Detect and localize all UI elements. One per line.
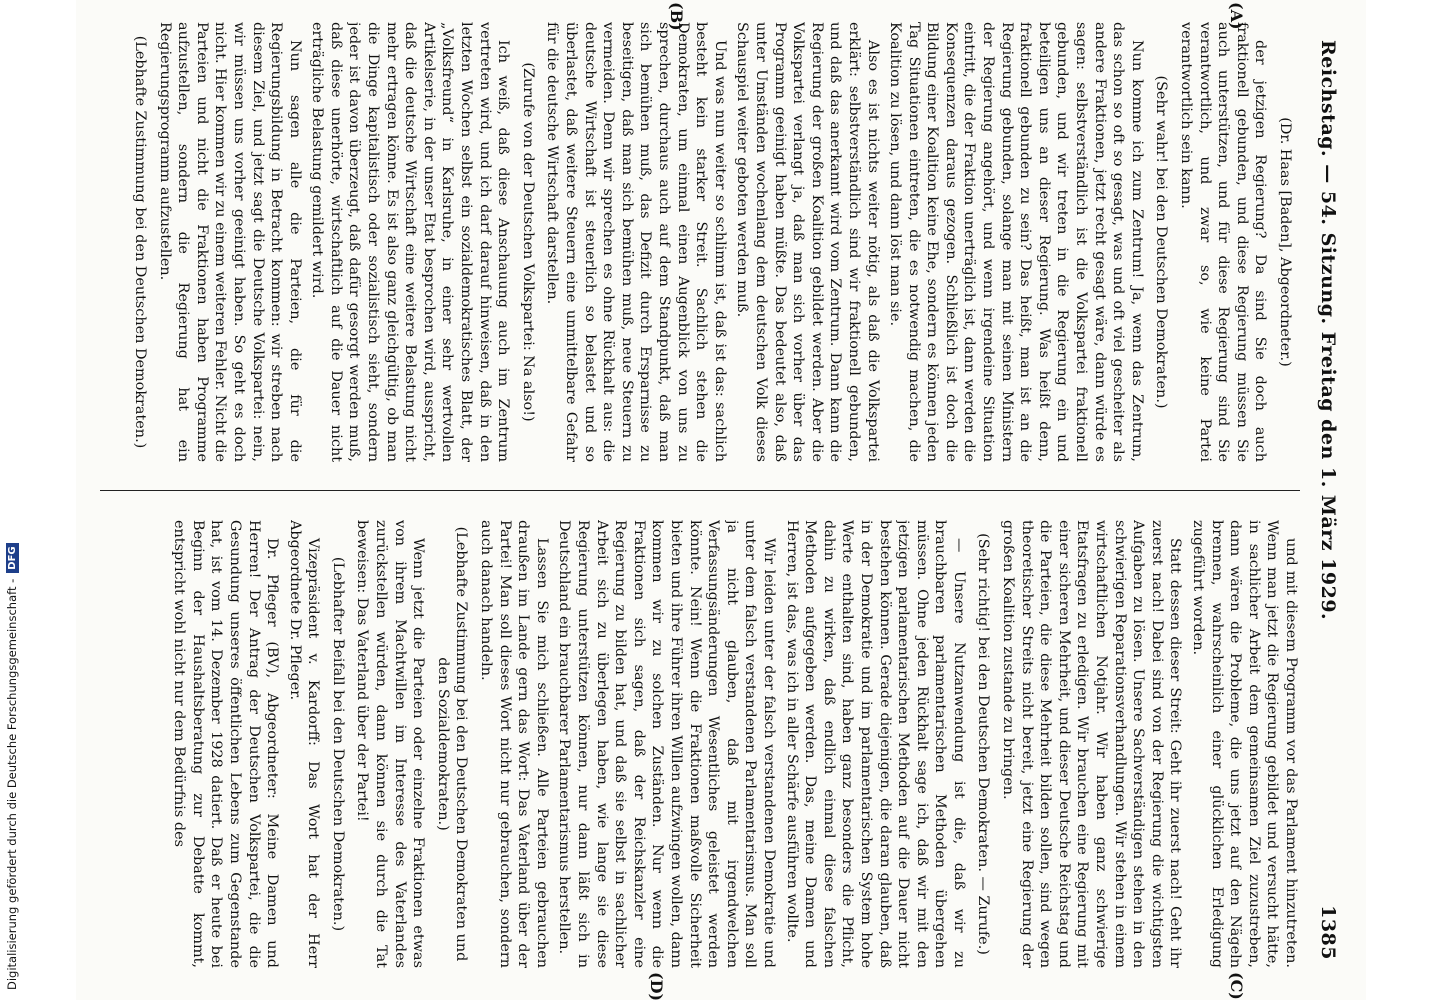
digitization-footer [0, 0, 24, 1000]
text-paragraph: Und was nun weiter so schlimm ist, daß ist das: sachlich besteht kein starker Streit. Sachlich stehen die Demokraten, um einmal einen Augenblick von uns zu sprechen, durchaus auch auf dem Standpunkt, daß man sich bemühen muß, das Defizit durch Ersparnisse zu beseitigen, daß man sich bemühen muß, neue Steuern zu vermeiden. Denn wir sprechen es ohne Rückhalt aus: die deutsche Wirtschaft ist steuerlich so belastet und so überlastet, daß weitere Steuern eine unmittelbare Gefahr für die deutsche Wirtschaft darstellen. [544, 22, 728, 462]
margin-marker-c: (C) [1227, 972, 1246, 1000]
dfg-logo-icon: DFG [6, 543, 19, 572]
text-paragraph: Statt dessen dieser Streit: Geht ihr zuerst nach! Geht ihr zuerst nach! Dabei sind von der Regierung die wichtigsten Aufgaben zu lösen. Unsere Sachverständigen stehen in den schwierigen Reparationsverhandlungen. Wir stehen in einem wirtschaftlichen Notjahr. Wir haben ganz schwierige Etatsfragen zu erledigen. Wir brauchen eine Regierung mit einer sicheren Mehrheit, und dieser Deutsche Reichstag und die Parteien, die diese Mehrheit bilden sollen, sind wegen theoretischer Streits nicht bereit, jetzt eine Regierung der großen Koalition zustande zu bringen. [1000, 520, 1184, 968]
margin-marker-d: (D) [647, 972, 666, 1001]
margin-marker-b: (B) [667, 2, 686, 31]
interjection-line: (Zurufe von der Deutschen Volkspartei: Na also!) [519, 62, 536, 422]
text-paragraph: — Unsere Nutzanwendung ist die, daß wir zu brauchbaren parlamentarischen Methoden übergehen müssen. Ohne jeden Rückhalt sage ich, daß wir mit den jetzigen parlamentarischen Methoden auf die Dauer nicht bestehen können. Gerade diejenigen, die daran glauben, daß in der Demokratie und im parlamentarischen System hohe Werte enthalten sind, haben ganz besonders die Pflicht, dahin zu wirken, daß endlich einmal diese falschen Methoden aufgegeben werden. Das, meine Damen und Herren, ist das, was ich in aller Schärfe ausführen wollte. [783, 520, 967, 968]
text-paragraph: Nun sagen alle die Parteien, die für die Regierungsbildung in Betracht kommen: wir streben nach diesem Ziel, und jetzt sagt die Deutsche Volkspartei: nein, wir müssen uns vorher geeinigt haben. So geht es doch nicht. Hier kommen wir zu einem weiteren Fehler. Nicht die Parteien und nicht die Fraktionen haben Programme aufzustellen, sondern die Regierung hat ein Regierungsprogramm aufzustellen. [156, 22, 303, 462]
text-paragraph: Lassen Sie mich schließen. Alle Parteien gebrauchen draußen im Lande gern das Wort: Das Vaterland über der Partei! Man soll dieses Wort nicht nur gebrauchen, sondern auch danach handeln. [478, 520, 550, 968]
text-paragraph: Wir leiden unter der falsch verstandenen Demokratie und unter dem falsch verstandenen Parlamentarismus. Man soll ja nicht glauben, daß mit irgendwelchen Verfassungsänderungen Wesentliches geleistet werden könnte. Nein! Wenn die Fraktionen maßvolle Sicherheit bieten und ihre Führer ihren Willen aufzwingen wollen, dann kommen wir zu solchen Zuständen. Nur wenn die Fraktionen sich sagen, daß der Reichskanzler eine Regierung zu bilden hat, und daß sie selbst in sachlicher Arbeit sich zu überlegen haben, wie lange sie diese Regierung unterstützen können, nur dann läßt sich in Deutschland ein brauchbarer Parlamentarismus herstellen. [556, 520, 777, 968]
page-number: 1385 [1317, 905, 1339, 960]
text-paragraph: Ich weiß, daß diese Anschauung auch im Zentrum vertreten wird, und ich darf darauf hinweisen, daß in den letzten Wochen selbst ein sozialdemokratisches Blatt, der „Volksfreund“ in Karlsruhe, in einer sehr wertvollen Artikelserie, in der unser Etat besprochen wird, ausspricht, daß die deutsche Wirtschaft eine weitere Belastung nicht mehr ertragen könne. Es ist also ganz gleichgültig, ob man die Dinge kapitalistisch oder sozialistisch sieht, sondern jeder ist davon überzeugt, daß dafür gesorgt werden muß, daß diese unerhörte, wirtschaftlich auf die Dauer nicht erträgliche Belastung gemildert wird. [309, 22, 512, 462]
right-text-column [100, 520, 1300, 968]
interjection-line: (Lebhafter Beifall bei den Deutschen Demokraten.) [329, 556, 346, 932]
text-paragraph: Wenn jetzt die Parteien oder einzelne Fraktionen etwas von ihrem Machtwillen im Interesse des Vaterlandes zurückstellen würden, dann können sie durch die Tat beweisen: Das Vaterland über der Partei! [354, 520, 427, 968]
page-header [1314, 40, 1342, 960]
text-paragraph: der jetzigen Regierung? Da sind Sie doch auch fraktionell gebunden, und diese Regierung müssen Sie auch unterstützen, und für diese Regierung sind Sie verantwortlich, und zwar so, wie keine Partei verantwortlich sein kann. [1178, 22, 1269, 462]
text-paragraph: Also es ist nichts weiter nötig, als daß die Volkspartei erklärt: selbstverständlich sind wir fraktionell gebunden, und daß das anerkannt wird vom Zentrum. Dann kann die Regierung der großen Koalition gebildet werden. Aber die Volkspartei verlangt ja, daß man sich vorher über das Programm geeinigt haben müßte. Das bedeutet also, daß unter Umständen wochenlang dem deutschen Volk dieses Schauspiel weiter geboten werden muß. [734, 22, 881, 462]
interjection-line: (Sehr richtig! bei den Deutschen Demokraten. — Zurufe.) [975, 533, 992, 955]
interjection-line: (Dr. Haas [Baden], Abgeordneter.) [1277, 117, 1293, 367]
scanned-page [76, 0, 1366, 1000]
margin-marker-a: (A) [1227, 2, 1246, 30]
footer-text: Digitalisierung gefördert durch die Deutsche Forschungsgemeinschaft - [5, 578, 19, 990]
text-paragraph: Vizepräsident v. Kardorff: Das Wort hat der Herr Abgeordnete Dr. Pfleger. [286, 520, 322, 968]
column-divider [100, 490, 1300, 491]
left-text-column [100, 22, 1300, 462]
text-paragraph: Dr. Pfleger (BV), Abgeordneter: Meine Damen und Herren! Der Antrag der Deutschen Volkspartei, die die Gesundung unseres öffentlichen Lebens zum Gegenstande hat, ist vom 14. Dezember 1928 datiert. Daß er heute bei Beginn der Haushaltsberatung zur Debatte kommt, entspricht wohl nicht nur dem Bedürfnis des [171, 520, 281, 968]
page-title: Reichstag. — 54. Sitzung. Freitag den 1. März 1929. [1317, 40, 1339, 621]
interjection-line: (Lebhafte Zustimmung bei den Deutschen Demokraten und den Sozialdemokraten.) [434, 526, 470, 962]
interjection-line: (Sehr wahr! bei den Deutschen Demokraten.) [1153, 75, 1170, 409]
text-paragraph: Nun komme ich zum Zentrum! Ja, wenn das Zentrum, das schon so oft so gesagt, was und oft viel gescheiter als andere Fraktionen, jetzt recht gesagt wäre, dann würde es sagen: selbstverständlich ist die Volkspartei fraktionell gebunden, und wir treten in die Regierung ein und beteiligen uns an dieser Regierung. Was heißt denn, fraktionell gebunden zu sein? Das heißt, man ist an die Regierung gebunden, solange man mit seinen Ministern der Regierung angehört, und wenn irgendeine Situation eintritt, die der Fraktion unerträglich ist, dann werden die Konsequenzen daraus gezogen. Schließlich ist doch die Bildung einer Koalition keine Ehe, sondern es können jeden Tag Situationen eintreten, die es notwendig machen, die Koalition zu lösen, und dann löst man sie. [887, 22, 1145, 462]
interjection-line: (Lebhafte Zustimmung bei den Deutschen Demokraten.) [131, 35, 148, 449]
text-paragraph: und mit diesem Programm vor das Parlament hinzutreten. Wenn man jetzt die Regierung gebildet und versucht hätte, in sachlicher Arbeit dem gemeinsamen Ziel zuzustreben, dann wären die Probleme, die uns jetzt auf den Nägeln brennen, wahrscheinlich einer glücklichen Erledigung zugeführt worden. [1190, 520, 1299, 968]
